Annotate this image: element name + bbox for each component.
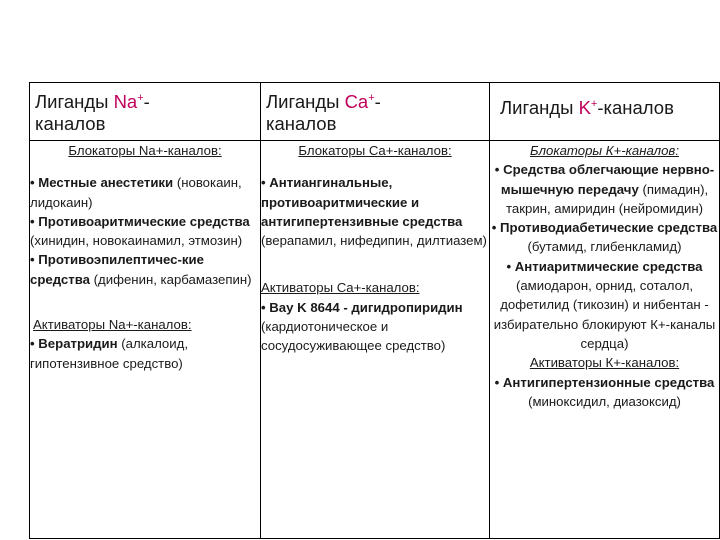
header-na-ion — [114, 91, 144, 112]
ca-activators-title: Активаторы Ca+-каналов: — [261, 280, 420, 296]
k-activator-1-name: • Антигипертензионные средства — [494, 374, 715, 390]
na-blocker-1-detail: (новокаин, лидокаин) — [30, 175, 242, 210]
k-blocker-1 — [490, 160, 719, 218]
k-activators-title: Активаторы К+-каналов: — [529, 355, 680, 371]
header-ca-ion — [345, 91, 375, 112]
na-activator-1 — [30, 334, 260, 373]
na-blocker-3 — [30, 250, 260, 289]
na-blocker-2 — [30, 212, 260, 251]
na-blocker-1-name: • Местные анестетики — [30, 175, 174, 191]
na-blockers-title: Блокаторы Na+-каналов: — [68, 143, 222, 158]
header-na-suffix: - — [143, 91, 150, 113]
k-blocker-3 — [490, 257, 719, 353]
header-na-ion-symbol: Na — [113, 91, 138, 113]
header-na-line2: каналов — [35, 113, 106, 135]
na-blocker-1 — [30, 173, 260, 212]
header-k-suffix: -каналов — [597, 97, 674, 119]
na-activator-1-name: • Вератридин — [30, 336, 118, 352]
k-activator-1-detail: (миноксидил, диазоксид) — [528, 393, 681, 409]
k-blocker-3-detail: (амиодарон, орнид, соталол, дофетилид (тикозин) и нибентан - избирательно блокируют К+-каналы сердца) — [493, 278, 716, 351]
header-ca-line2: каналов — [266, 113, 337, 135]
header-na-prefix: Лиганды — [35, 91, 114, 113]
na-blocker-2-name: • Противоаритмические средства — [30, 213, 250, 229]
ca-blocker-1-name: • Антиангинальные, противоаритмические и антигипертензивные средства — [261, 175, 463, 229]
ligands-table — [29, 82, 720, 539]
na-blocker-2-detail: (хинидин, новокаинамил, этмозин) — [30, 233, 243, 249]
header-k-ion — [579, 97, 598, 118]
header-k-ion-charge: + — [590, 98, 598, 110]
ca-activator-1-name: • Bay K 8644 - дигидропиридин — [261, 299, 463, 315]
k-activator-1 — [490, 373, 719, 412]
k-cell — [490, 141, 720, 539]
header-k — [490, 83, 720, 141]
header-ca-suffix: - — [374, 91, 381, 113]
header-ca-ion-charge: + — [368, 92, 375, 104]
header-na — [30, 83, 261, 141]
k-blocker-2-detail: (бутамид, глибенкламид) — [527, 239, 682, 255]
ca-cell — [261, 141, 490, 539]
k-blockers-title: Блокаторы К+-каналов: — [530, 143, 679, 158]
ca-activator-1-detail: (кардиотоническое и сосудосуживающее средство) — [261, 319, 446, 354]
na-blocker-3-detail: (дифенин, карбамазепин) — [93, 271, 252, 287]
k-blocker-3-name: • Антиаритмические средства — [506, 258, 703, 274]
na-activators-title: Активаторы Na+-каналов: — [33, 317, 192, 333]
na-cell — [30, 141, 261, 539]
ca-blockers-title: Блокаторы Ca+-каналов: — [298, 143, 452, 158]
ca-blocker-1-detail: (верапамил, нифедипин, дилтиазем) — [261, 233, 487, 249]
na-activator-1-detail: (алкалоид, гипотензивное средство) — [30, 336, 188, 371]
body-row — [30, 141, 720, 539]
ca-activator-1 — [261, 298, 489, 356]
header-na-ion-charge: + — [137, 92, 144, 104]
header-k-ion-symbol: K — [578, 97, 591, 119]
k-blocker-2 — [490, 218, 719, 257]
header-ca-prefix: Лиганды — [266, 91, 345, 113]
header-ca-ion-symbol: Ca — [344, 91, 369, 113]
header-row — [30, 83, 720, 141]
k-blocker-1-detail: (пимадин), такрин, амиридин (нейромидин) — [506, 181, 709, 216]
header-k-prefix: Лиганды — [500, 97, 579, 119]
header-ca — [261, 83, 490, 141]
k-blocker-1-name: • Средства облегчающие нервно-мышечную передачу — [494, 162, 715, 197]
ca-blocker-1 — [261, 173, 489, 250]
k-blocker-2-name: • Противодиабетические средства — [491, 220, 718, 236]
na-blocker-3-name: • Противоэпилептичес-кие средства — [30, 252, 204, 287]
